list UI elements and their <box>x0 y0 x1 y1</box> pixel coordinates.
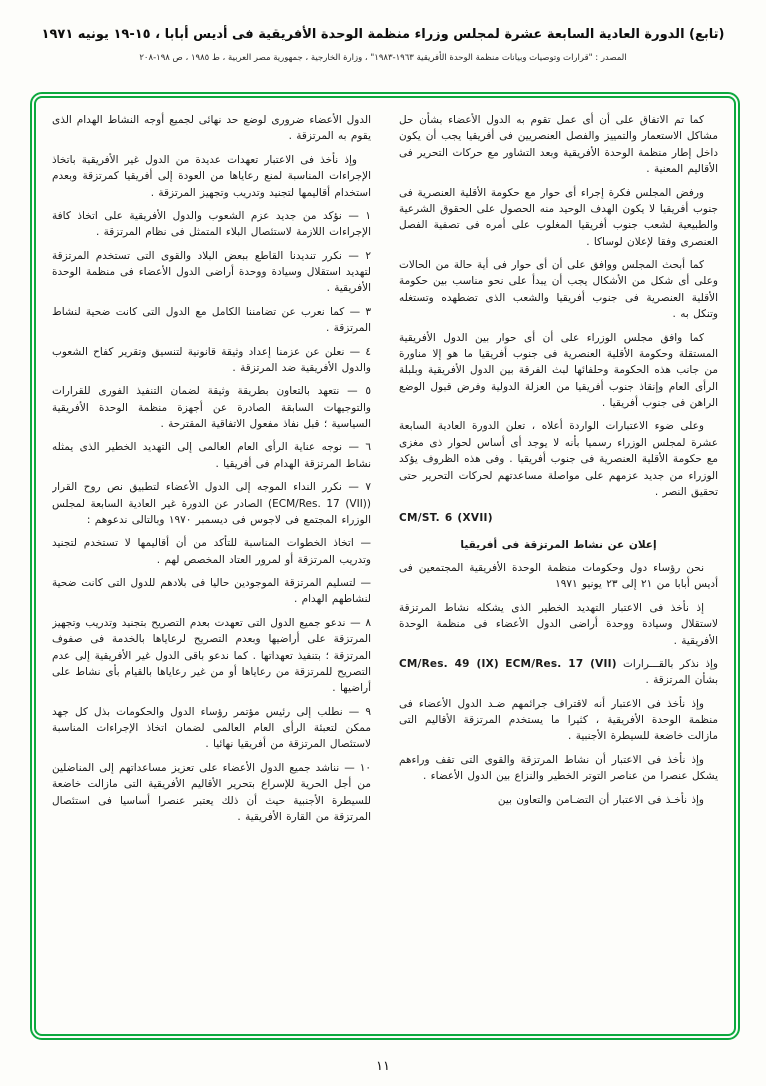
clause-9: ٩ — نطلب إلى رئيس مؤتمر رؤساء الدول والحكومات بذل كل جهد ممكن لتعبئة الرأى العام العالمى لضمان اتخاذ الإجراءات المناسبة لاستئصال المرتزقة من أفريقيا نهائيا . <box>52 705 371 751</box>
clause-7: ٧ — نكرر النداء الموجه إلى الدول الأعضاء لتطبيق نص روح القرار (ECM/Res. 17 (VII)) الصادر عن الدورة غير العادية السابعة لمجلس الوزراء المجتمع فى لاجوس فى ديسمبر ١٩٧٠ وبالتالى ندعوهم : <box>52 481 371 526</box>
clause-3: ٣ — كما نعرب عن تضامننا الكامل مع الدول التى كانت ضحية لنشاط المرتزقة . <box>52 305 371 335</box>
paragraph: وإذ نأخذ فى الاعتبار أن نشاط المرتزقة والقوى التى تقف وراءهم يشكل عنصرا من عناصر التوتر الخطير والنزاع بين الدول الأعضاء . <box>399 753 718 783</box>
sub-item: — اتخاذ الخطوات المناسبة للتأكد من أن أقاليمها لا تستخدم لتجنيد وتدريب المرتزقة أو لمرور العتاد المخصص لهم . <box>52 537 371 566</box>
two-column-text <box>52 112 718 1024</box>
section-heading: إعلان عن نشاط المرتزقة فى أفريقيا <box>460 538 657 551</box>
column-left <box>52 112 371 1024</box>
resolution-ref-ecm-17: ECM/Res. 17 (VII) <box>505 657 617 670</box>
clause-4: ٤ — نعلن عن عزمنا إعداد وثيقة قانونية لتنسيق وتقرير كفاح الشعوب والدول الأفريقية ضد المرتزقة . <box>52 345 371 374</box>
paragraph: كما وافق مجلس الوزراء على أن أى حوار بين الدول الأفريقية المستقلة وحكومة الأقلية العنصرية فى جنوب أفريقيا ما هو إلا مناورة من جانب هذه الحكومة وحلفائها لبث الفرقة بين الدول الأفريقية وبلبلة الرأى العام وإنقاذ جنوب أفريقيا من العزلة الدولية وفرض قبول الوضع الراهن فى جنوب أفريقيا . <box>399 331 718 409</box>
clause-8: ٨ — ندعو جميع الدول التى تعهدت بعدم التصريح بتجنيد وتدريب وتجهيز المرتزقة على أراضيها وبعدم التصريح لرعاياها بالخدمة فى صفوف المرتزقة ؛ بتنفيذ تعهداتها . كما ندعو باقى الدول غير الأفريقية إلى عدم التصريح للمرتزقة من رعاياها أو من غير رعاياها بالقيام بأى نشاط على أراضيها . <box>52 616 371 695</box>
document-code: CM/ST. 6 (XVII) <box>399 512 493 525</box>
page-number: ١١ <box>376 1059 390 1074</box>
column-right <box>399 112 718 1024</box>
clause-6: ٦ — نوجه عناية الرأى العام العالمى إلى التهديد الخطير الذى يمثله نشاط المرتزقة الهدام فى أفريقيا . <box>52 441 371 470</box>
paragraph: إذ نأخذ فى الاعتبار التهديد الخطير الذى يشكله نشاط المرتزقة لاستقلال وسيادة ووحدة أراضى الدول الأعضاء فى منظمة الوحدة الأفريقية . <box>399 601 718 647</box>
paragraph: وإذ نأخـذ فى الاعتبار أن التضـامن والتعاون بين <box>497 793 704 806</box>
document-title: (تابع) الدورة العادية السابعة عشرة لمجلس وزراء منظمة الوحدة الأفريقية فى أديس أبابا ، ١٥-١٩ يونيه ١٩٧١ <box>41 27 725 42</box>
clause-10: ١٠ — نناشد جميع الدول الأعضاء على تعزيز مساعداتهم إلى المناضلين من أجل الحرية للإسراع بتحرير الأقاليم الأفريقية التى مازالت خاضعة للسيطرة الأجنبية حيث أن ذلك يعتبر عنصرا أساسيا فى استئصال المرتزقة من القارة الأفريقية . <box>52 761 371 823</box>
paragraph: ورفض المجلس فكرة إجراء أى حوار مع حكومة الأقلية العنصرية فى جنوب أفريقيا لا يكون الهدف الوحيد منه الحصول على الحقوق الشرعية والطبيعية لشعب جنوب أفريقيا المغلوب على أمره فى تصفية الفصل العنصرى وفقا لإعلان لوساكا . <box>399 186 718 248</box>
refs-tail: بشأن المرتزقة . <box>645 674 718 687</box>
paragraph: كما تم الاتفاق على أن أى عمل تقوم به الدول الأعضاء بشأن حل مشاكل الاستعمار والتمييز والفصل العنصريين فى أفريقيا يجب أن يكون داخل إطار منظمة الوحدة الأفريقية وبعد التشاور مع حركات التحرير فى الأقاليم المعنية . <box>399 114 718 176</box>
paragraph: وإذ نأخذ فى الاعتبار تعهدات عديدة من الدول غير الأفريقية باتخاذ الإجراءات المناسبة لمنع رعاياها من العودة إلى أفريقيا كمرتزقة وبعدم استخدام أقاليمها لتجنيد وتدريب وتجهيز المرتزقة . <box>52 153 371 199</box>
paragraph: نحن رؤساء دول وحكومات منظمة الوحدة الأفريقية المجتمعين فى أديس أبابا من ٢١ إلى ٢٣ يونيو ١٩٧١ <box>399 562 718 591</box>
paragraph: وعلى ضوء الاعتبارات الواردة أعلاه ، تعلن الدورة العادية السابعة عشرة لمجلس الوزراء رسميا بأنه لا يوجد أى أساس لحوار ذى مغزى مع حكومة الأقلية العنصرية فى جنوب أفريقيا . وفى هذه الظروف يؤكد الوزراء من جديد عزمهم على مواصلة مساعدتهم لحركات التحرير حتى تحقيق النصر . <box>399 420 718 498</box>
sub-item: — لتسليم المرتزقة الموجودين حاليا فى بلادهم للدول التى كانت ضحية لنشاطهم الهدام . <box>52 577 371 606</box>
green-frame <box>30 92 740 1040</box>
paragraph: كما أبحث المجلس ووافق على أن أى حوار فى أية حالة من الحالات وعلى أى شكل من الأشكال يجب أن يبدأ على نحو مناسب بين حكومة الأقلية العنصرية فى جنوب أفريقيا والشعب الذى تضطهده وتستغله وتنكل به . <box>399 259 718 321</box>
paragraph: وإذ نأخذ فى الاعتبار أنه لاقتراف جرائمهم ضـد الدول الأعضاء فى منظمة الوحدة الأفريقية ، كثيرا ما يستخدم المرتزقة الأقاليم التى مازالت خاضعة للسيطرة الأجنبية . <box>399 697 718 743</box>
clause-1: ١ — نؤكد من جديد عزم الشعوب والدول الأفريقية على اتخاذ كافة الإجراءات اللازمة لاستئصال البلاء المتمثل فى نظام المرتزقة . <box>52 209 371 239</box>
clause-2: ٢ — نكرر تنديدنا القاطع ببعض البلاد والقوى التى تستخدم المرتزقة لتهديد استقلال وسيادة ووحدة أراضى الدول الأعضاء فى منظمة الوحدة الأفريقية . <box>52 249 371 295</box>
clause-5: ٥ — نتعهد بالتعاون بطريقة وثيقة لضمان التنفيذ الفورى للقرارات والتوجيهات السابقة الصادرة عن أجهزة منظمة الوحدة الأفريقية السياسية ؛ قبل نفاذ مفعول الاتفاقية المقترحة . <box>52 385 371 430</box>
resolution-ref-cm-49: CM/Res. 49 (IX) <box>399 657 499 670</box>
green-frame-inner <box>34 96 736 1036</box>
paragraph: الدول الأعضاء ضرورى لوضع حد نهائى لجميع أوجه النشاط الهدام الذى يقوم به المرتزقة . <box>52 114 371 143</box>
source-line: المصدر : "قرارات وتوصيات وبيانات منظمة الوحدة الأفريقية ١٩٦٣-١٩٨٣" ، وزارة الخارجية ، جمهورية مصر العربية ، ط ١٩٨٥ ، ص ١٩٨-٢٠٨ <box>139 53 627 64</box>
refs-label: وإذ نذكر بالقـــرارات <box>623 657 718 670</box>
paragraph-resolution-refs <box>399 656 718 689</box>
document-header <box>0 0 766 63</box>
